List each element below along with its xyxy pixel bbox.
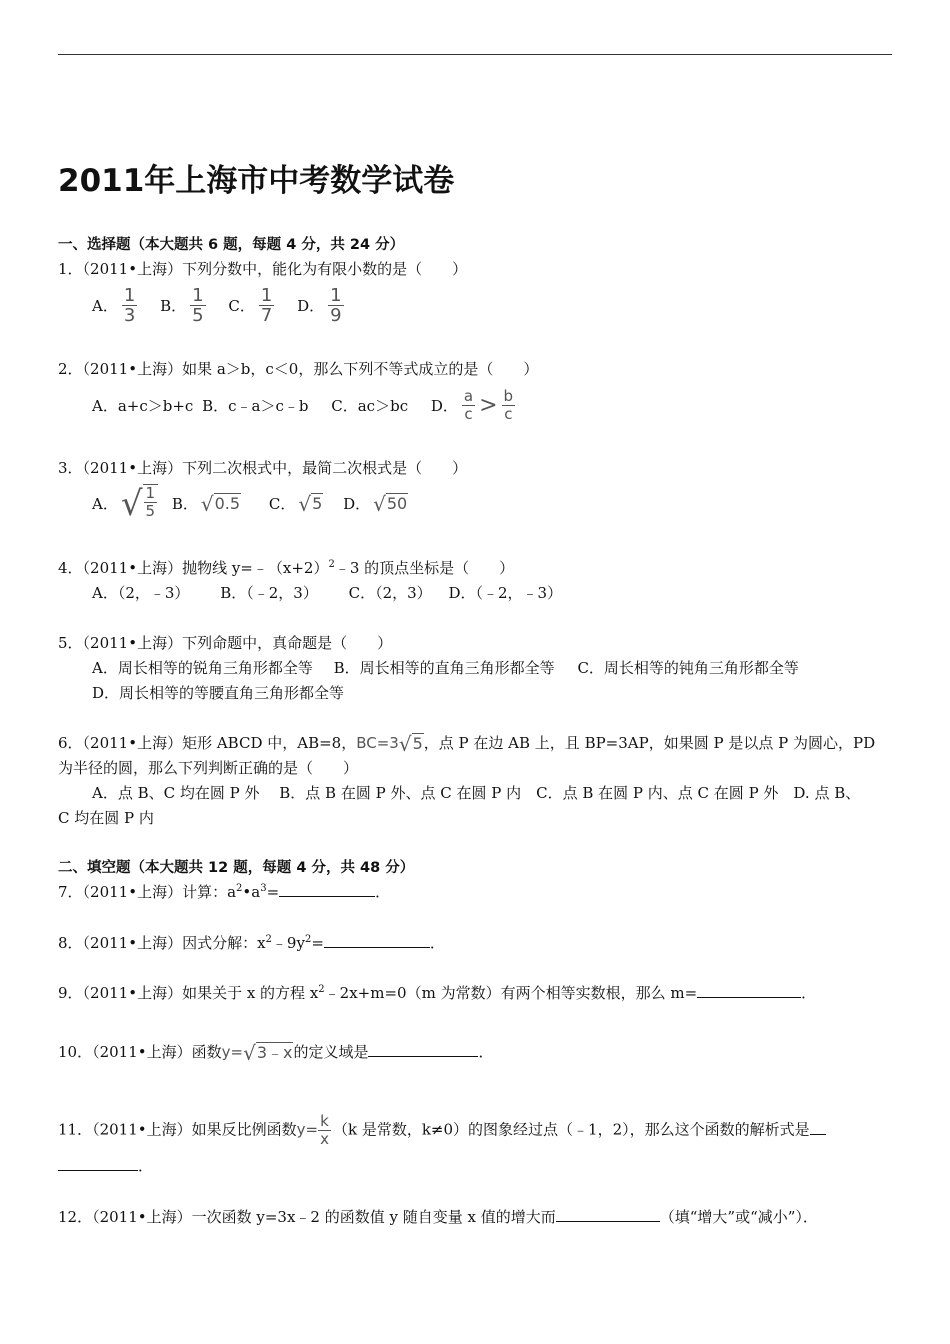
question-6-options-cont[interactable]: C 均在圆 P 内	[58, 809, 154, 827]
answer-blank-11[interactable]	[58, 1154, 138, 1171]
question-7: 7．（2011•上海）计算：$a^2•a^3=$ ．	[58, 880, 390, 904]
answer-blank-9[interactable]	[697, 981, 801, 998]
question-8: 8．（2011•上海）因式分解：$x^2﹣9y^2=$ ．	[58, 931, 445, 955]
radical-icon: √	[298, 492, 312, 516]
q1-d-numerator: 1	[330, 285, 342, 306]
q5-option-b[interactable]: B．周长相等的直角三角形都全等	[333, 659, 555, 677]
q2-option-c[interactable]: C．ac＞bc	[331, 396, 409, 415]
question-4-stem: 4．（2011•上海）抛物线 $y=﹣(x+2)^2﹣3$ 的顶点坐标是（ ）	[58, 559, 515, 577]
question-6-stem: 6．（2011•上海）矩形 ABCD 中，AB=8，BC=3 √ 5 ，点 P 在边 AB 上，且 BP=3AP，如果圆 P 是以点 P 为圆心，PD	[58, 732, 876, 756]
answer-blank-10[interactable]	[368, 1040, 478, 1057]
q4-option-d[interactable]: D．（﹣2，﹣3）	[448, 584, 563, 602]
question-1-stem: 1．（2011•上海）下列分数中，能化为有限小数的是（ ）	[58, 260, 468, 278]
q1-option-c[interactable]: C． $\frac{1}{7}$	[228, 285, 273, 326]
q1-a-numerator: 1	[123, 285, 136, 306]
answer-blank-7[interactable]	[279, 880, 375, 897]
question-9: 9．（2011•上海）如果关于 x 的方程 $x^2﹣2x+m=0(m$ 为常数）有两个相等实数根，那么 m= ．	[58, 981, 816, 1005]
q6-bc-expression: BC=3	[356, 734, 399, 752]
q5-option-c[interactable]: C．周长相等的钝角三角形都全等	[577, 659, 799, 677]
radical-icon: √	[398, 732, 412, 756]
q2-option-a[interactable]: A．a+c＞b+c	[92, 396, 194, 415]
question-11: 11．（2011•上海）如果反比例函数y= $\frac{k}{x}$ （k 是常数，k≠0）的图象经过点（﹣1，2），那么这个函数的解析式是	[58, 1113, 826, 1148]
q11-y-equals: y=	[296, 1120, 319, 1139]
answer-blank-8[interactable]	[324, 931, 430, 948]
section-two-heading: 二、填空题（本大题共 12 题，每题 4 分，共 48 分）	[58, 860, 415, 876]
answer-blank-12[interactable]	[556, 1205, 660, 1222]
question-5-options-row1	[92, 656, 799, 680]
radical-icon: √	[200, 492, 214, 516]
question-6-stem-cont: 为半径的圆，那么下列判断正确的是（ ）	[58, 759, 359, 777]
q1-c-numerator: 1	[260, 285, 273, 306]
q2-d-numerator-a: a	[463, 387, 474, 405]
q2-option-d[interactable]: D． $\frac{a}{c}$ > $\frac{b}{c}$	[430, 387, 514, 423]
question-3-options	[92, 484, 411, 524]
section-one-heading: 一、选择题（本大题共 6 题，每题 4 分，共 24 分）	[58, 237, 405, 253]
radical-icon: √	[120, 484, 143, 524]
header-rule	[58, 54, 892, 55]
q4-option-c[interactable]: C．（2，3）	[348, 584, 432, 602]
q4-option-b[interactable]: B．（﹣2，3）	[220, 584, 318, 602]
question-5-stem: 5．（2011•上海）下列命题中，真命题是（ ）	[58, 634, 393, 652]
q3-option-d[interactable]: D． √ 50	[343, 492, 408, 516]
radical-icon: √	[243, 1041, 256, 1065]
question-3-stem: 3．（2011•上海）下列二次根式中，最简二次根式是（ ）	[58, 459, 468, 477]
radical-icon: √	[373, 492, 386, 516]
question-11-cont: ．	[58, 1154, 153, 1178]
question-2-options	[92, 388, 519, 423]
q2-d-numerator-b: b	[503, 387, 514, 405]
q2-d-greater-than: >	[479, 392, 498, 418]
question-1-options	[92, 286, 348, 325]
q1-d-denominator: 9	[330, 305, 342, 326]
q2-option-b[interactable]: B．c﹣a＞c﹣b	[202, 396, 309, 415]
q3-option-b[interactable]: B． √ 0.5	[171, 492, 241, 516]
q1-c-denominator: 7	[260, 305, 273, 326]
q5-option-d[interactable]: D．周长相等的等腰直角三角形都全等	[92, 684, 345, 702]
q2-d-denominator-c: c	[464, 405, 473, 423]
question-2-stem: 2．（2011•上海）如果 a＞b，c＜0，那么下列不等式成立的是（ ）	[58, 360, 539, 378]
q10-y-equals: y=	[221, 1043, 244, 1061]
q5-option-a[interactable]: A．周长相等的锐角三角形都全等	[92, 659, 313, 677]
question-6-options[interactable]: A．点 B、C 均在圆 P 外 B．点 B 在圆 P 外、点 C 在圆 P 内 C．点 B 在圆 P 内、点 C 在圆 P 外 D. 点 B、	[92, 784, 861, 802]
q4-option-a[interactable]: A．（2，﹣3）	[92, 584, 190, 602]
page-title: 2011年上海市中考数学试卷	[58, 163, 455, 199]
q1-b-numerator: 1	[192, 285, 204, 306]
q1-option-a[interactable]: A． $\frac{1}{3}$	[92, 285, 136, 326]
q1-a-denominator: 3	[123, 305, 136, 326]
q3-option-a[interactable]: A． √ $\frac{1}{5}$	[92, 484, 161, 524]
question-4-options	[92, 581, 562, 605]
q1-b-denominator: 5	[192, 305, 204, 326]
q3-option-c[interactable]: C． √ 5	[268, 492, 323, 516]
question-12: 12．（2011•上海）一次函数 y=3x﹣2 的函数值 y 随自变量 x 值的增大而 （填“增大”或“减小”）．	[58, 1205, 818, 1229]
q2-d-denominator-c2: c	[504, 405, 513, 423]
answer-blank-11-start[interactable]	[810, 1118, 826, 1135]
question-10: 10．（2011•上海）函数y= √ 3﹣x 的定义域是 ．	[58, 1041, 494, 1065]
q1-option-d[interactable]: D． $\frac{1}{9}$	[297, 285, 342, 326]
q1-option-b[interactable]: B． $\frac{1}{5}$	[160, 285, 204, 326]
